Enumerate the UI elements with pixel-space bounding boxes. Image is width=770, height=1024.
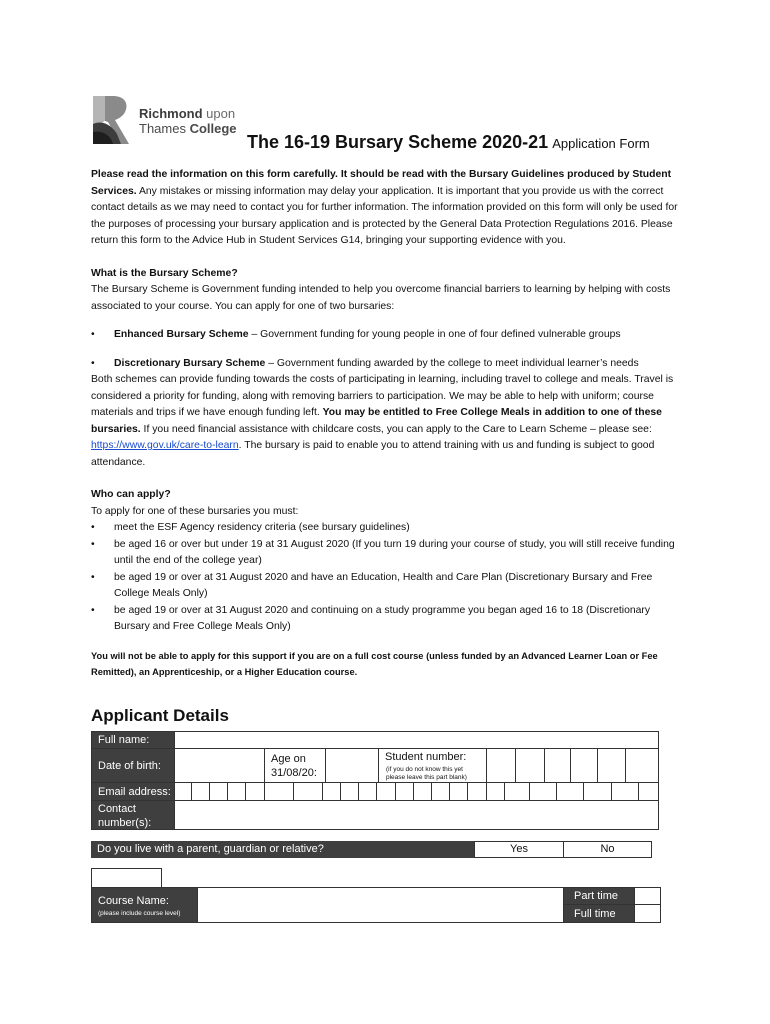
contact-number-field[interactable] [174,800,659,830]
who-heading: Who can apply? [91,489,171,500]
student-number-label-cell [378,748,487,783]
student-number-digit[interactable] [544,748,571,783]
full-time-label-cell [563,904,635,923]
bullet-dot: • [91,522,95,533]
dob-label-cell [91,748,175,783]
student-number-note-1: (if you do not know this yet [386,766,463,773]
who-intro: To apply for one of these bursaries you must: [91,505,299,517]
email-char-box[interactable] [467,782,487,801]
logo-word-richmond: Richmond [139,106,203,121]
email-char-box[interactable] [486,782,505,801]
yes-option[interactable]: Yes [474,841,564,858]
email-char-box[interactable] [413,782,432,801]
part-time-checkbox[interactable] [634,887,661,905]
eligibility-item: • be aged 16 or over but under 19 at 31 August 2020 (If you turn 19 during your course of study, you will still receive funding until the end of the college year) [91,538,675,566]
college-logo [91,94,251,148]
email-char-box[interactable] [174,782,192,801]
no-option[interactable]: No [563,841,652,858]
email-char-box[interactable] [358,782,377,801]
applicant-details-heading: Applicant Details [91,706,229,725]
contact-label-1: Contact [98,803,136,815]
dob-field[interactable] [174,748,265,783]
age-date-label: 31/08/20: [271,767,317,779]
email-label: Email address: [98,786,171,798]
email-char-box[interactable] [431,782,450,801]
intro-paragraph [91,167,681,250]
email-char-box[interactable] [209,782,228,801]
email-char-box[interactable] [638,782,659,801]
student-number-digit[interactable] [486,748,516,783]
title-sub: Application Form [552,136,650,151]
student-number-digit[interactable] [625,748,659,783]
email-char-box[interactable] [395,782,414,801]
email-char-box[interactable] [556,782,584,801]
college-name [139,106,237,136]
live-with-parent-question: Do you live with a parent, guardian or relative? [91,841,475,858]
contact-label-cell [91,800,175,830]
email-char-box[interactable] [611,782,639,801]
full-time-label: Full time [574,908,616,920]
funding-paragraph: Both schemes can provide funding towards the costs of participating in learning, including travel to college and meals. Travel is considered a priority for funding, along with removing barriers to participation. We may be able to help with uniform; course materials and trips if we have enough funding left. You may be entitled to Free College Meals in addition to one of these bursaries. If you need financial assistance with childcare costs, you can apply to the Care to Learn Scheme – please see: https://www.gov.uk/care-to-learn. The bursary is paid to enable you to attend training with us and funding is subject to good attendance. [91,374,674,468]
email-label-cell [91,782,175,801]
email-char-box[interactable] [340,782,359,801]
part-time-label-cell [563,887,635,905]
email-char-box[interactable] [504,782,530,801]
information-body [91,167,681,680]
college-logo-mark-icon [91,94,131,146]
student-number-digit[interactable] [597,748,626,783]
contact-label-2: number(s): [98,817,152,829]
full-name-field[interactable] [174,731,659,749]
email-char-box[interactable] [245,782,265,801]
eligibility-item: • meet the ESF Agency residency criteria (see bursary guidelines) [91,520,681,537]
email-char-box[interactable] [376,782,396,801]
full-time-checkbox[interactable] [634,904,661,923]
bullet-dot: • [91,571,95,583]
ineligibility-note: You will not be able to apply for this support if you are on a full cost course (unless funded by an Advanced Learner Loan or Fee Remitted), an Apprenticeship, or a Higher Education course. [91,650,658,677]
email-char-box[interactable] [583,782,612,801]
age-label-cell [264,748,326,783]
bursary-bullet-enhanced: • Enhanced Bursary Scheme – Government funding for young people in one of four defined vulnerable groups [91,327,681,344]
email-char-box[interactable] [227,782,246,801]
title-main: The 16-19 Bursary Scheme 2020-21 [247,132,549,152]
student-number-note-2: please leave this part blank) [386,774,467,781]
bullet-dot: • [91,357,95,369]
intro-text: Any mistakes or missing information may delay your application. It is important that you provide us with the correct contact details as we may need to contact you for further information. The information provided on this form will only be used for the purposes of processing your bursary application and is protected by the General Data Protection Regulations 2016. Please return this form to the Advice Hub in Student Services G14, bringing your supporting evidence with you. [91,185,678,246]
student-number-digit[interactable] [515,748,545,783]
course-name-label-cell [91,887,198,923]
full-name-label: Full name: [98,734,150,746]
bullet-dot: • [91,538,95,550]
intro-bold: Please read the information on this form carefully. It should be read with the Bursary Guidelines produced by Student Services. [91,169,672,197]
page-title [247,132,650,153]
course-name-label: Course Name: [98,895,169,907]
eligibility-item: • be aged 19 or over at 31 August 2020 and have an Education, Health and Care Plan (Discretionary Bursary and Free College Meals Only) [91,571,653,599]
bullet-dot: • [91,604,95,616]
email-char-box[interactable] [449,782,468,801]
eligibility-item: • be aged 19 or over at 31 August 2020 and continuing on a study programme you began aged 16 to 18 (Discretionary Bursary and Free College Meals Only) [91,604,651,632]
part-time-label: Part time [574,890,619,902]
what-heading: What is the Bursary Scheme? [91,267,238,279]
email-char-box[interactable] [293,782,323,801]
student-number-digit[interactable] [570,748,598,783]
logo-word-upon: upon [202,106,236,121]
age-on-label: Age on [271,753,306,765]
course-level-box[interactable] [91,868,162,888]
email-char-box[interactable] [322,782,341,801]
email-char-box[interactable] [529,782,557,801]
age-field[interactable] [325,748,379,783]
logo-word-thames: Thames [139,121,190,136]
dob-label: Date of birth: [98,760,161,772]
logo-word-college: College [189,121,237,136]
student-number-label: Student number: [385,751,467,763]
bursary-bullet-discretionary: • Discretionary Bursary Scheme – Government funding awarded by the college to meet individual learner’s needs [91,356,681,373]
what-text: The Bursary Scheme is Government funding intended to help you overcome financial barriers to learning by helping with costs associated to your course. You can apply for one of two bursaries: [91,284,671,312]
course-name-field[interactable] [197,887,564,923]
full-name-label-cell [91,731,175,749]
course-name-note: (please include course level) [98,910,181,917]
bullet-dot: • [91,329,95,340]
email-char-box[interactable] [191,782,210,801]
care-to-learn-link[interactable]: https://www.gov.uk/care-to-learn [91,440,239,451]
email-char-box[interactable] [264,782,294,801]
